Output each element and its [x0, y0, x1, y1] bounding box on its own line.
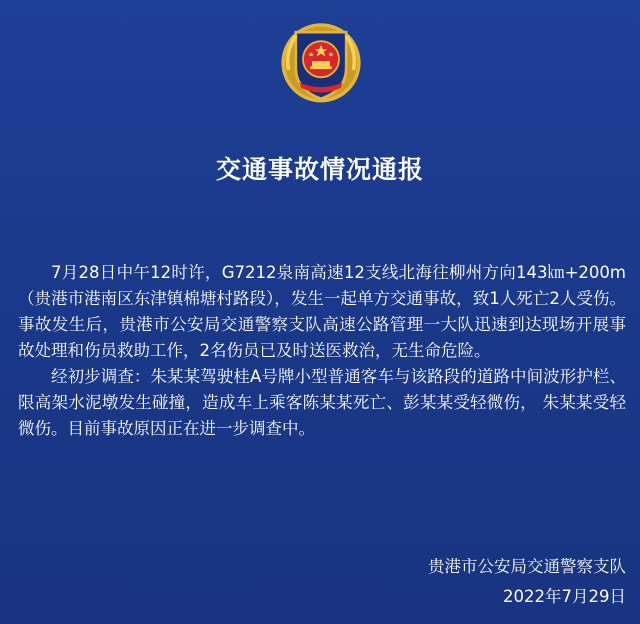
page-title: 交通事故情况通报 — [215, 155, 424, 184]
paragraph-investigation: 经初步调查：朱某某驾驶桂A号牌小型普通客车与该路段的道路中间波形护栏、限高架水泥墩发生碰撞，造成车上乘客陈某某死亡、彭某某受轻微伤， 朱某某受轻微伤。目前事故原因正在进一步调查中。 — [18, 367, 626, 438]
report-body — [18, 260, 626, 442]
issuer-name: 贵港市公安局交通警察支队 — [428, 557, 626, 576]
police-emblem-icon — [276, 16, 366, 106]
issue-date: 2022年7月29日 — [503, 587, 626, 606]
paragraph-incident: 7月28日中午12时许，G7212泉南高速12支线北海往柳州方向143㎞+200m（贵港市港南区东津镇棉塘村路段），发生一起单方交通事故，致1人死亡2人受伤。事故发生后，贵港市公安局交通警察支队高速公路管理一大队迅速到达现场开展事故处理和伤员救助工作，2名伤员已及时送医救治，无生命危险。 — [18, 263, 626, 360]
signature-block — [428, 552, 626, 612]
